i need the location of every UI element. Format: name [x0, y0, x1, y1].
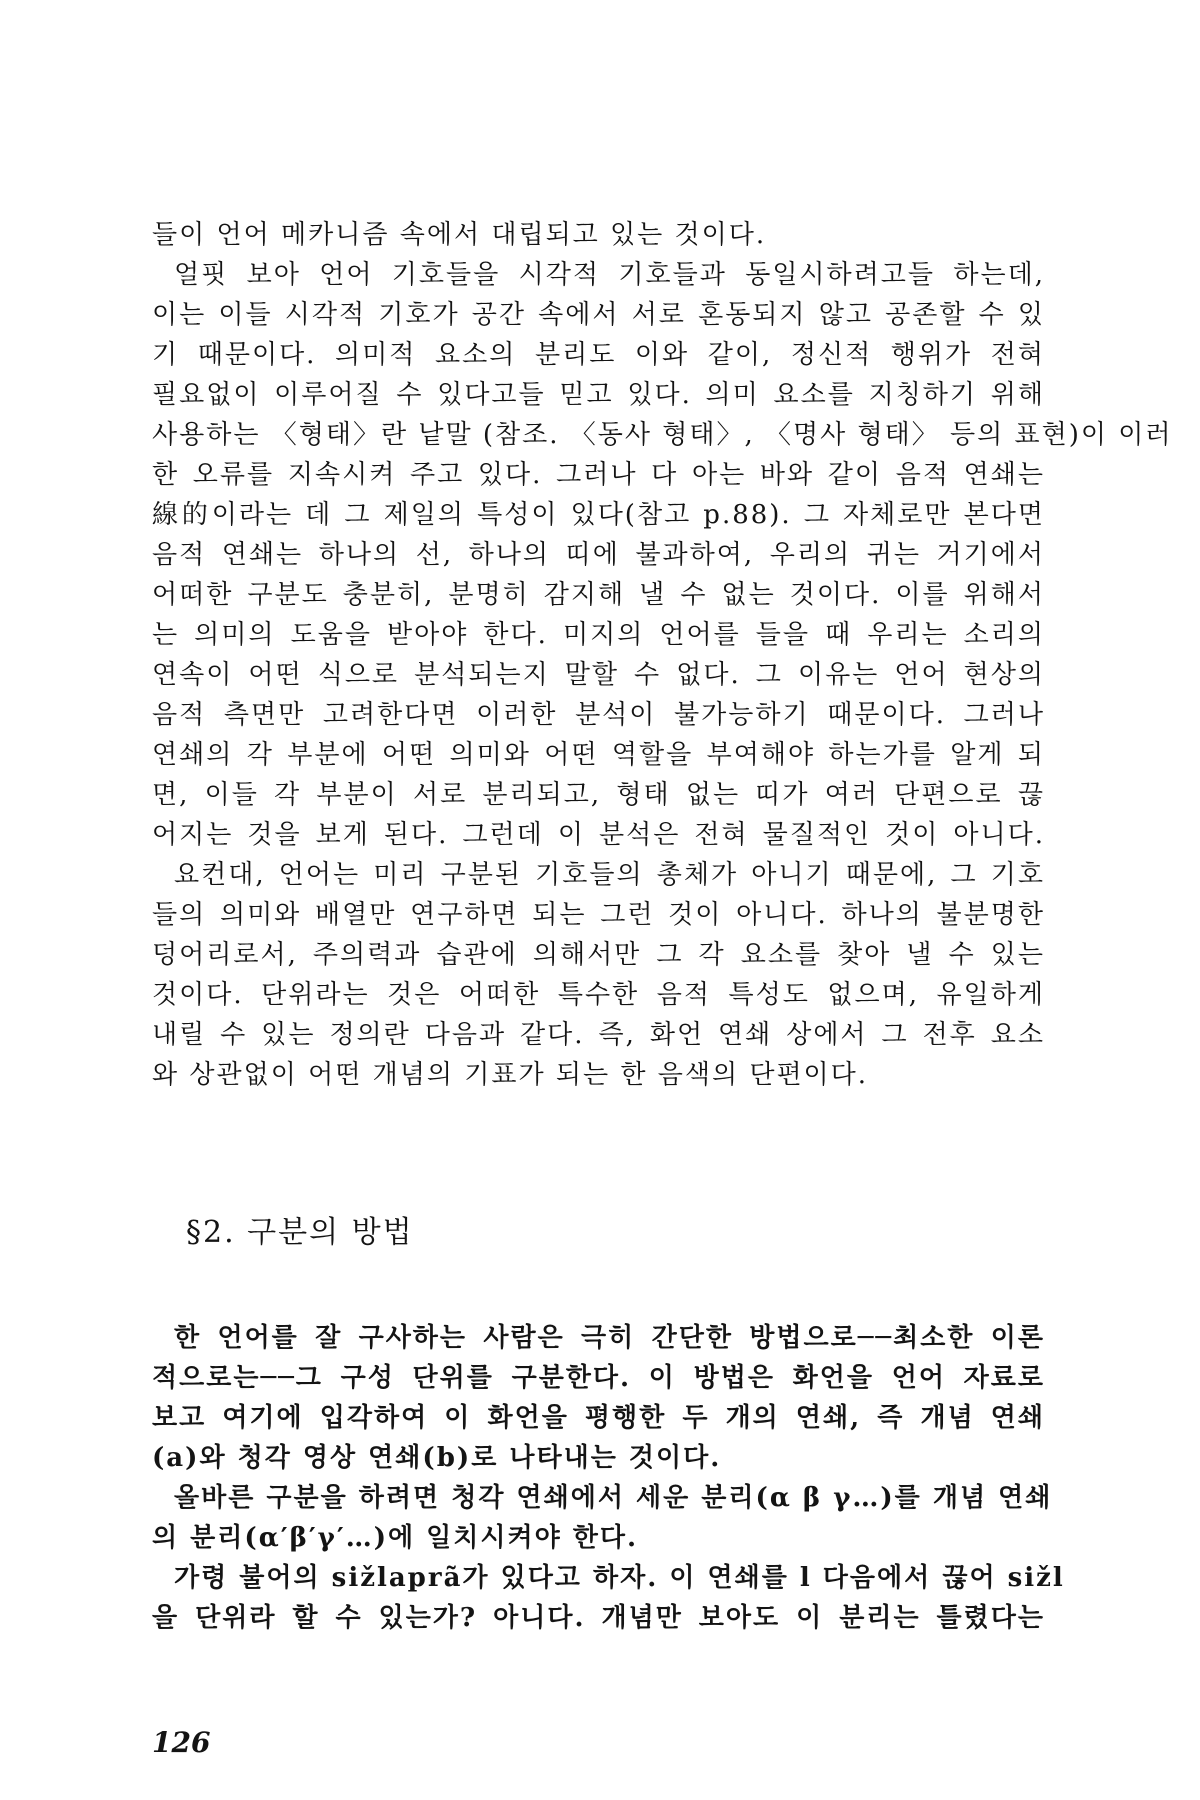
text-line: 와 상관없이 어떤 개념의 기표가 되는 한 음색의 단편이다. [152, 1060, 869, 1090]
section-heading: §2. 구분의 방법 [186, 1215, 414, 1250]
text-line: 올바른 구분을 하려면 청각 연쇄에서 세운 분리(α β γ…)를 개념 연쇄 [174, 1483, 1053, 1513]
text-line: 보고 여기에 입각하여 이 화언을 평행한 두 개의 연쇄, 즉 개념 연쇄 [152, 1403, 1045, 1433]
text-line: 線的이라는 데 그 제일의 특성이 있다(참고 p.88). 그 자체로만 본다면 [152, 500, 1045, 530]
text-line: 가령 불어의 sižlaprã가 있다고 하자. 이 연쇄를 l 다음에서 끊어 sižl [174, 1563, 1065, 1593]
text-line: 요컨대, 언어는 미리 구분된 기호들의 총체가 아니기 때문에, 그 기호 [174, 860, 1045, 890]
text-line: 음적 연쇄는 하나의 선, 하나의 띠에 불과하여, 우리의 귀는 거기에서 [152, 540, 1045, 570]
text-line: 적으로는──그 구성 단위를 구분한다. 이 방법은 화언을 언어 자료로 [152, 1363, 1045, 1393]
text-line: 필요없이 이루어질 수 있다고들 믿고 있다. 의미 요소를 지칭하기 위해 [152, 380, 1045, 410]
text-line: 을 단위라 할 수 있는가? 아니다. 개념만 보아도 이 분리는 틀렸다는 [152, 1603, 1045, 1633]
text-line: 내릴 수 있는 정의란 다음과 같다. 즉, 화언 연쇄 상에서 그 전후 요소 [152, 1020, 1045, 1050]
text-line: 한 언어를 잘 구사하는 사람은 극히 간단한 방법으로──최소한 이론 [174, 1323, 1045, 1353]
text-line: 의 분리(α′β′γ′…)에 일치시켜야 한다. [152, 1523, 639, 1553]
text-line: 한 오류를 지속시켜 주고 있다. 그러나 다 아는 바와 같이 음적 연쇄는 [152, 460, 1045, 490]
text-line: 것이다. 단위라는 것은 어떠한 특수한 음적 특성도 없으며, 유일하게 [152, 980, 1045, 1010]
text-line: 덩어리로서, 주의력과 습관에 의해서만 그 각 요소를 찾아 낼 수 있는 [152, 940, 1045, 970]
text-line: 어지는 것을 보게 된다. 그런데 이 분석은 전혀 물질적인 것이 아니다. [152, 820, 1045, 850]
text-line: 기 때문이다. 의미적 요소의 분리도 이와 같이, 정신적 행위가 전혀 [152, 340, 1045, 370]
text-line: (a)와 청각 영상 연쇄(b)로 나타내는 것이다. [152, 1443, 722, 1473]
text-line: 면, 이들 각 부분이 서로 분리되고, 형태 없는 띠가 여러 단편으로 끊 [152, 780, 1045, 810]
text-line: 이는 이들 시각적 기호가 공간 속에서 서로 혼동되지 않고 공존할 수 있 [152, 300, 1045, 330]
text-line: 연속이 어떤 식으로 분석되는지 말할 수 없다. 그 이유는 언어 현상의 [152, 660, 1045, 690]
text-line: 얼핏 보아 언어 기호들을 시각적 기호들과 동일시하려고들 하는데, [174, 260, 1045, 290]
page-number: 126 [152, 1726, 211, 1759]
text-line: 사용하는 〈형태〉란 낱말 (참조. 〈동사 형태〉, 〈명사 형태〉 등의 표현)이 이러 [152, 420, 1173, 450]
text-line: 들의 의미와 배열만 연구하면 되는 그런 것이 아니다. 하나의 불분명한 [152, 900, 1045, 930]
text-line: 어떠한 구분도 충분히, 분명히 감지해 낼 수 없는 것이다. 이를 위해서 [152, 580, 1045, 610]
text-line: 들이 언어 메카니즘 속에서 대립되고 있는 것이다. [152, 220, 767, 250]
text-line: 연쇄의 각 부분에 어떤 의미와 어떤 역할을 부여해야 하는가를 알게 되 [152, 740, 1045, 770]
text-line: 음적 측면만 고려한다면 이러한 분석이 불가능하기 때문이다. 그러나 [152, 700, 1045, 730]
text-line: 는 의미의 도움을 받아야 한다. 미지의 언어를 들을 때 우리는 소리의 [152, 620, 1045, 650]
